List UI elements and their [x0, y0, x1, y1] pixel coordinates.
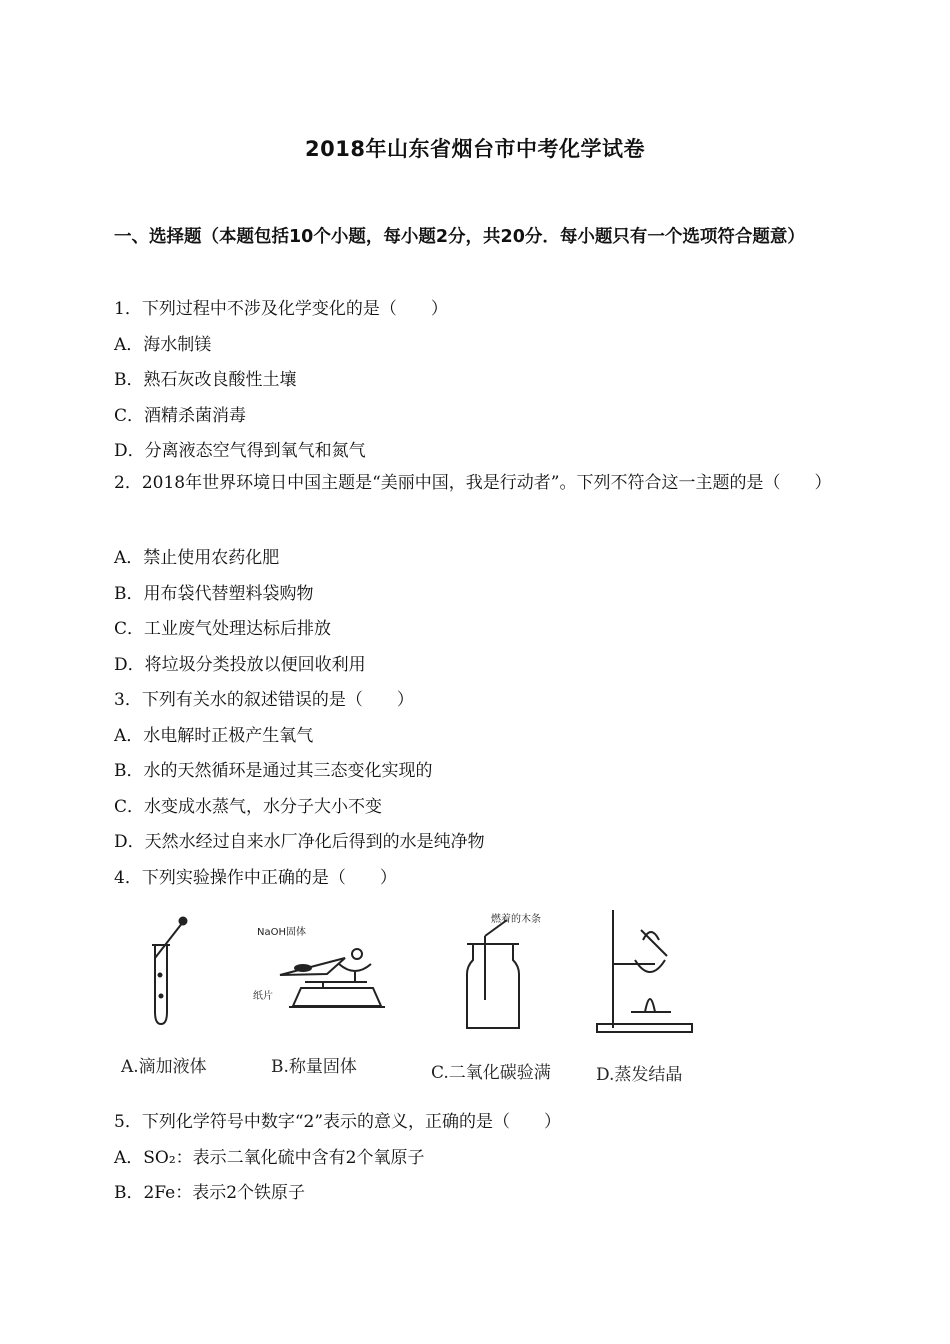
question-3-option-a: A．水电解时正极产生氧气 [114, 726, 314, 746]
question-1-option-c: C．酒精杀菌消毒 [114, 406, 247, 426]
label-paper: 纸片 [253, 991, 273, 1002]
lab-operations-figure [115, 900, 700, 1092]
question-1-stem: 1．下列过程中不涉及化学变化的是（ ） [114, 299, 448, 319]
test-tube-dropper-illustration [152, 918, 187, 1025]
caption-a: A.滴加液体 [121, 1057, 207, 1077]
question-2-stem: 2．2018年世界环境日中国主题是“美丽中国，我是行动者”。下列不符合这一主题的是（ ） [114, 473, 832, 493]
gas-bottle-illustration [467, 920, 519, 1028]
label-naoh: NaOH固体 [257, 927, 306, 938]
question-5-option-a: A．SO₂：表示二氧化硫中含有2个氧原子 [114, 1148, 425, 1168]
question-3-option-c: C．水变成水蒸气，水分子大小不变 [114, 797, 383, 817]
question-2-option-d: D．将垃圾分类投放以便回收利用 [114, 655, 366, 675]
question-3-option-d: D．天然水经过自来水厂净化后得到的水是纯净物 [114, 832, 485, 852]
question-5-stem: 5．下列化学符号中数字“2”表示的意义，正确的是（ ） [114, 1112, 562, 1132]
question-2-option-c: C．工业废气处理达标后排放 [114, 619, 332, 639]
caption-c: C.二氧化碳验满 [431, 1063, 551, 1083]
question-5-option-b: B．2Fe：表示2个铁原子 [114, 1183, 306, 1203]
question-4-stem: 4．下列实验操作中正确的是（ ） [114, 868, 397, 888]
question-1-option-b: B．熟石灰改良酸性土壤 [114, 370, 297, 390]
question-3-stem: 3．下列有关水的叙述错误的是（ ） [114, 690, 414, 710]
question-1-option-d: D．分离液态空气得到氧气和氮气 [114, 441, 366, 461]
label-burning-stick: 燃着的木条 [491, 914, 541, 925]
exam-title: 2018年山东省烟台市中考化学试卷 [305, 137, 645, 161]
evaporation-setup-illustration [597, 910, 692, 1032]
caption-d: D.蒸发结晶 [596, 1065, 683, 1085]
section-heading: 一、选择题（本题包括10个小题，每小题2分，共20分．每小题只有一个选项符合题意） [114, 227, 805, 247]
question-3-option-b: B．水的天然循环是通过其三态变化实现的 [114, 761, 433, 781]
question-1-option-a: A．海水制镁 [114, 335, 212, 355]
caption-b: B.称量固体 [271, 1057, 357, 1077]
question-2-option-a: A．禁止使用农药化肥 [114, 548, 280, 568]
question-2-option-b: B．用布袋代替塑料袋购物 [114, 584, 314, 604]
balance-illustration [280, 949, 385, 1007]
